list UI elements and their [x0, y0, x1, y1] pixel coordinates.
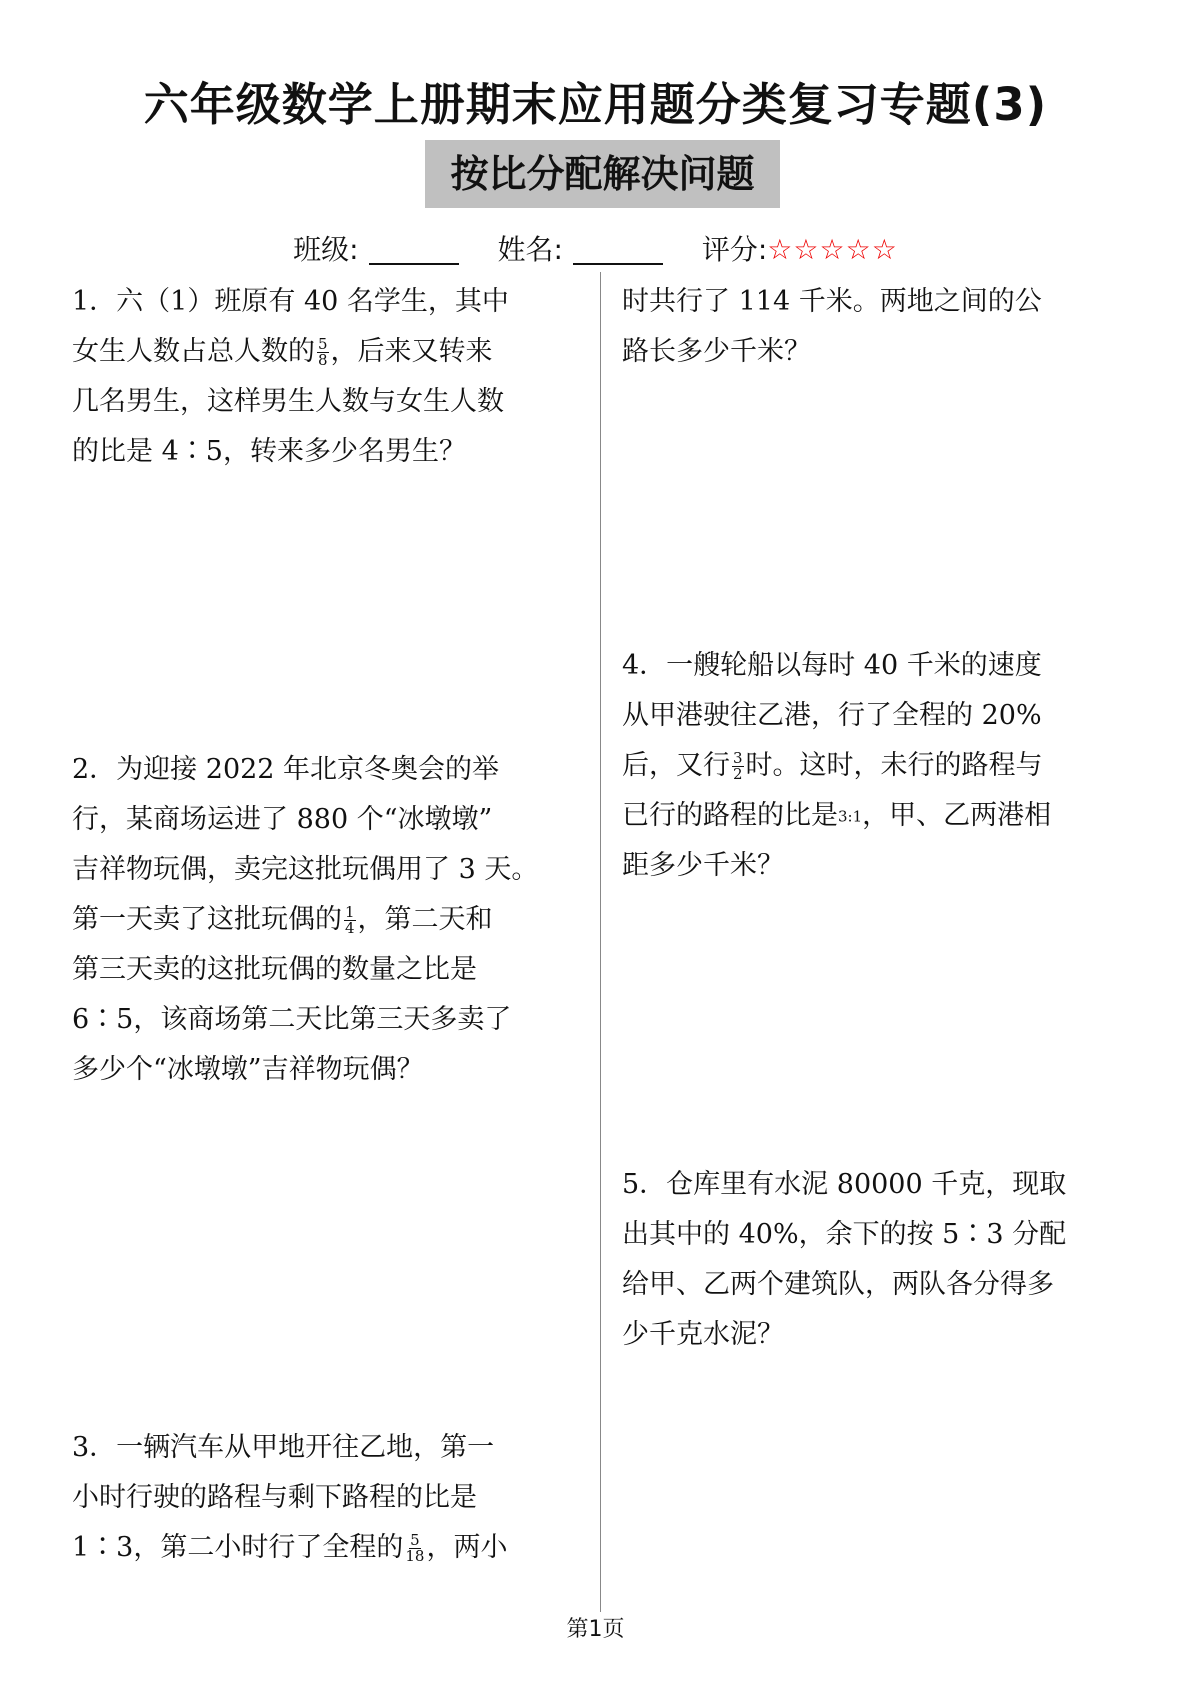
column-divider: [600, 272, 601, 1612]
q4-text: ，甲、乙两港相: [862, 800, 1052, 831]
score-stars: ☆☆☆☆☆: [767, 233, 898, 266]
numerator: 5: [318, 335, 328, 353]
q5-line: 给甲、乙两个建筑队，两队各分得多: [622, 1269, 1054, 1300]
q4-text: 后，又行: [622, 750, 730, 781]
q5-line: 出其中的 40%，余下的按 5∶3 分配: [622, 1219, 1067, 1250]
q4-text: 时。这时，未行的路程与: [745, 750, 1043, 781]
q1-line: 的比是 4∶5，转来多少名男生？: [72, 436, 466, 467]
q1-text: ，后来又转来: [330, 336, 493, 367]
q1-text: 女生人数占总人数的: [72, 336, 315, 367]
q3-line: 路长多少千米？: [622, 336, 811, 367]
question-2: [72, 745, 538, 1095]
q4-line: 4．一艘轮船以每时 40 千米的速度: [622, 650, 1042, 681]
q2-line: [72, 895, 538, 945]
fraction: [344, 905, 356, 936]
q5-line: 5．仓库里有水泥 80000 千克，现取: [622, 1169, 1067, 1200]
q4-line: 从甲港驶往乙港，行了全程的 20%: [622, 700, 1042, 731]
q3-line: 时共行了 114 千米。两地之间的公: [622, 286, 1042, 317]
denominator: 4: [345, 919, 355, 937]
q3-line: 小时行驶的路程与剩下路程的比是: [72, 1482, 477, 1513]
q4-line: [622, 741, 1051, 791]
ratio: 3:1: [838, 807, 863, 826]
name-blank[interactable]: [573, 237, 663, 265]
score-label: 评分:: [701, 233, 768, 266]
q2-line: 第三天卖的这批玩偶的数量之比是: [72, 954, 477, 985]
q1-line: 1．六（1）班原有 40 名学生，其中: [72, 286, 509, 317]
q2-line: 多少个“冰墩墩”吉祥物玩偶？: [72, 1054, 424, 1085]
q2-line: 2．为迎接 2022 年北京冬奥会的举: [72, 754, 500, 785]
q3-text: ，两小: [426, 1532, 508, 1563]
class-blank[interactable]: [369, 237, 459, 265]
q3-text: 1∶3，第二小时行了全程的: [72, 1532, 404, 1563]
denominator: 2: [733, 765, 743, 783]
q2-text: 第一天卖了这批玩偶的: [72, 904, 342, 935]
q2-line: 吉祥物玩偶，卖完这批玩偶用了 3 天。: [72, 854, 539, 885]
q2-line: 6∶5，该商场第二天比第三天多卖了: [72, 1004, 512, 1035]
question-1: [72, 277, 509, 477]
q2-line: 行，某商场运进了 880 个“冰墩墩”: [72, 804, 493, 835]
page-title: 六年级数学上册期末应用题分类复习专题(3): [143, 78, 1048, 131]
q5-line: 少千克水泥？: [622, 1319, 784, 1350]
fraction: [732, 751, 744, 782]
question-5: [622, 1160, 1066, 1360]
denominator: 18: [405, 1547, 425, 1565]
q4-line: 距多少千米？: [622, 850, 784, 881]
numerator: 1: [345, 903, 355, 921]
denominator: 8: [318, 351, 328, 369]
page-number: 第1页: [566, 1617, 625, 1642]
name-label: 姓名:: [497, 233, 563, 266]
q1-line: 几名男生，这样男生人数与女生人数: [72, 386, 504, 417]
q1-line: [72, 327, 509, 377]
q4-text: 已行的路程的比是: [622, 800, 838, 831]
section-subtitle: 按比分配解决问题: [425, 140, 780, 208]
student-info-line: [0, 228, 1191, 268]
numerator: 3: [733, 749, 743, 767]
fraction: [405, 1533, 424, 1564]
q3-line: 3．一辆汽车从甲地开往乙地，第一: [72, 1432, 495, 1463]
question-4: [622, 641, 1051, 891]
q2-text: ，第二天和: [357, 904, 493, 935]
class-label: 班级:: [293, 233, 359, 266]
fraction: [317, 337, 329, 368]
q3-line: [72, 1523, 507, 1573]
question-3: [72, 1423, 507, 1573]
question-3-continued: [622, 277, 1042, 377]
numerator: 5: [410, 1531, 420, 1549]
q4-line: [622, 791, 1051, 841]
